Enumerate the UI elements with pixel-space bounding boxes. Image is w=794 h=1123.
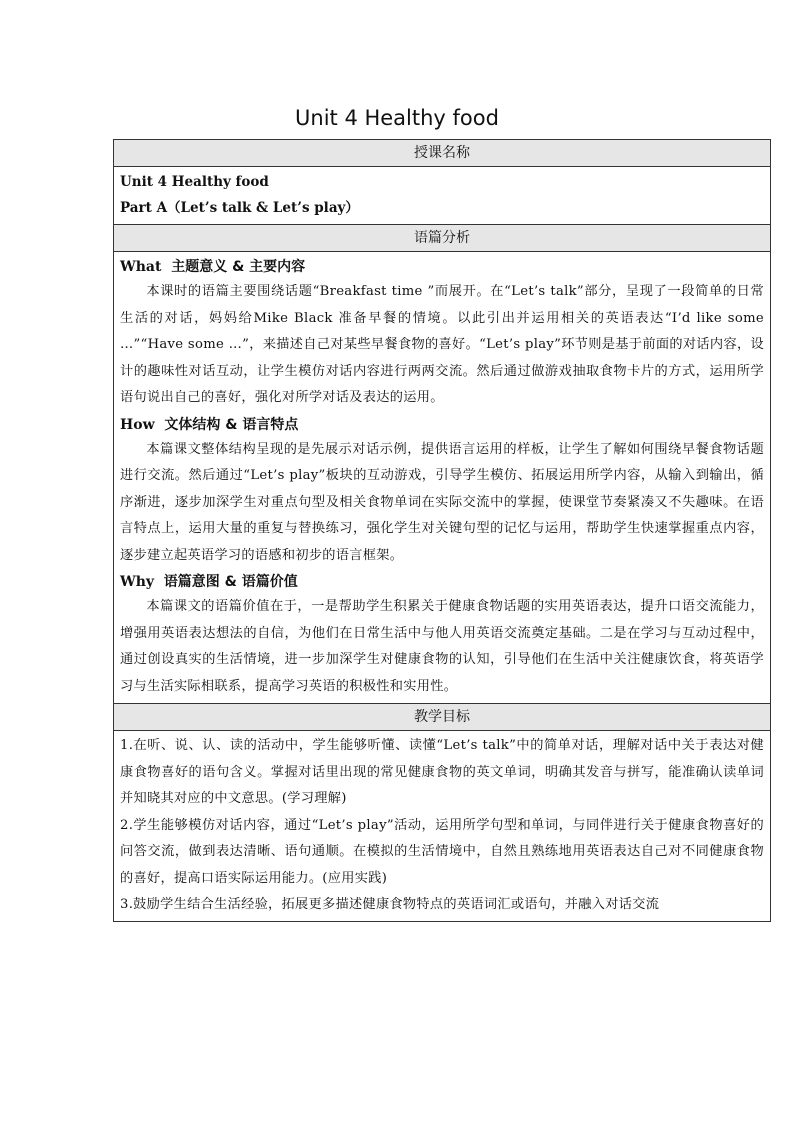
course-name-header-row bbox=[114, 140, 771, 167]
page-title: Unit 4 Healthy food bbox=[295, 106, 499, 130]
goal-3: 3.鼓励学生结合生活经验，拓展更多描述健康食物特点的英语词汇或语句，并融入对话交流 bbox=[120, 897, 660, 912]
why-heading-cn: 语篇意图 & 语篇价值 bbox=[163, 574, 298, 590]
how-heading-cn: 文体结构 & 语言特点 bbox=[164, 416, 299, 433]
lesson-info-row bbox=[114, 167, 771, 225]
goal-1: 1.在听、说、认、读的活动中，学生能够听懂、读懂“Let’s talk”中的简单对话，理解对话中关于表达对健康食物喜好的语句含义。掌握对话里出现的常见健康食物的英文单词，明确其发音与拼写，能准确认读单词并知晓其对应的中文意思。(学习理解) bbox=[120, 738, 764, 806]
text-analysis-cell bbox=[114, 252, 771, 704]
course-name-header: 授课名称 bbox=[114, 140, 771, 167]
lesson-plan-table bbox=[113, 139, 771, 922]
lesson-info-cell bbox=[114, 167, 771, 225]
text-analysis-header-row bbox=[114, 225, 771, 252]
goals-header: 教学目标 bbox=[114, 704, 771, 731]
what-heading-en: What bbox=[120, 259, 162, 275]
why-heading-en: Why bbox=[120, 574, 155, 590]
why-heading bbox=[120, 570, 764, 594]
how-heading-en: How bbox=[120, 416, 155, 433]
goals-header-row bbox=[114, 704, 771, 731]
goals-cell bbox=[114, 731, 771, 922]
text-analysis-header: 语篇分析 bbox=[114, 225, 771, 252]
lesson-part: Part A（Let’s talk & Let’s play） bbox=[120, 200, 359, 216]
what-heading-cn: 主题意义 & 主要内容 bbox=[171, 259, 306, 275]
what-heading bbox=[120, 255, 764, 279]
why-paragraph: 本篇课文的语篇价值在于，一是帮助学生积累关于健康食物话题的实用英语表达，提升口语交流能力，增强用英语表达想法的自信，为他们在日常生活中与他人用英语交流奠定基础。二是在学习与互动过程中，通过创设真实的生活情境，进一步加深学生对健康食物的认知，引导他们在生活中关注健康饮食，将英语学习与生活实际相联系，提高学习英语的积极性和实用性。 bbox=[120, 599, 764, 694]
text-analysis-row bbox=[114, 252, 771, 704]
goals-row bbox=[114, 731, 771, 922]
how-heading bbox=[120, 413, 764, 437]
lesson-title: Unit 4 Healthy food bbox=[120, 174, 269, 190]
what-paragraph: 本课时的语篇主要围绕话题“Breakfast time ”而展开。在“Let’s talk”部分，呈现了一段简单的日常生活的对话，妈妈给Mike Black 准备早餐的情境。以此引出并运用相关的英语表达“I’d like some …”“Have some …”，来描述自己对某些早餐食物的喜好。“Let’s play”环节则是基于前面的对话内容，设计的趣味性对话互动，让学生模仿对话内容进行两两交流。然后通过做游戏抽取食物卡片的方式，运用所学语句说出自己的喜好，强化对所学对话及表达的运用。 bbox=[120, 284, 764, 405]
how-paragraph: 本篇课文整体结构呈现的是先展示对话示例，提供语言运用的样板，让学生了解如何围绕早餐食物话题进行交流。然后通过“Let’s play”板块的互动游戏，引导学生模仿、拓展运用所学内容，从输入到输出，循序渐进，逐步加深学生对重点句型及相关食物单词在实际交流中的掌握，使课堂节奏紧凑又不失趣味。在语言特点上，运用大量的重复与替换练习，强化学生对关键句型的记忆与运用，帮助学生快速掌握重点内容，逐步建立起英语学习的语感和初步的语言框架。 bbox=[120, 441, 764, 563]
goal-2: 2.学生能够模仿对话内容，通过“Let’s play”活动，运用所学句型和单词，与同伴进行关于健康食物喜好的问答交流，做到表达清晰、语句通顺。在模拟的生活情境中，自然且熟练地用英语表达自己对不同健康食物的喜好，提高口语实际运用能力。(应用实践) bbox=[120, 817, 764, 886]
